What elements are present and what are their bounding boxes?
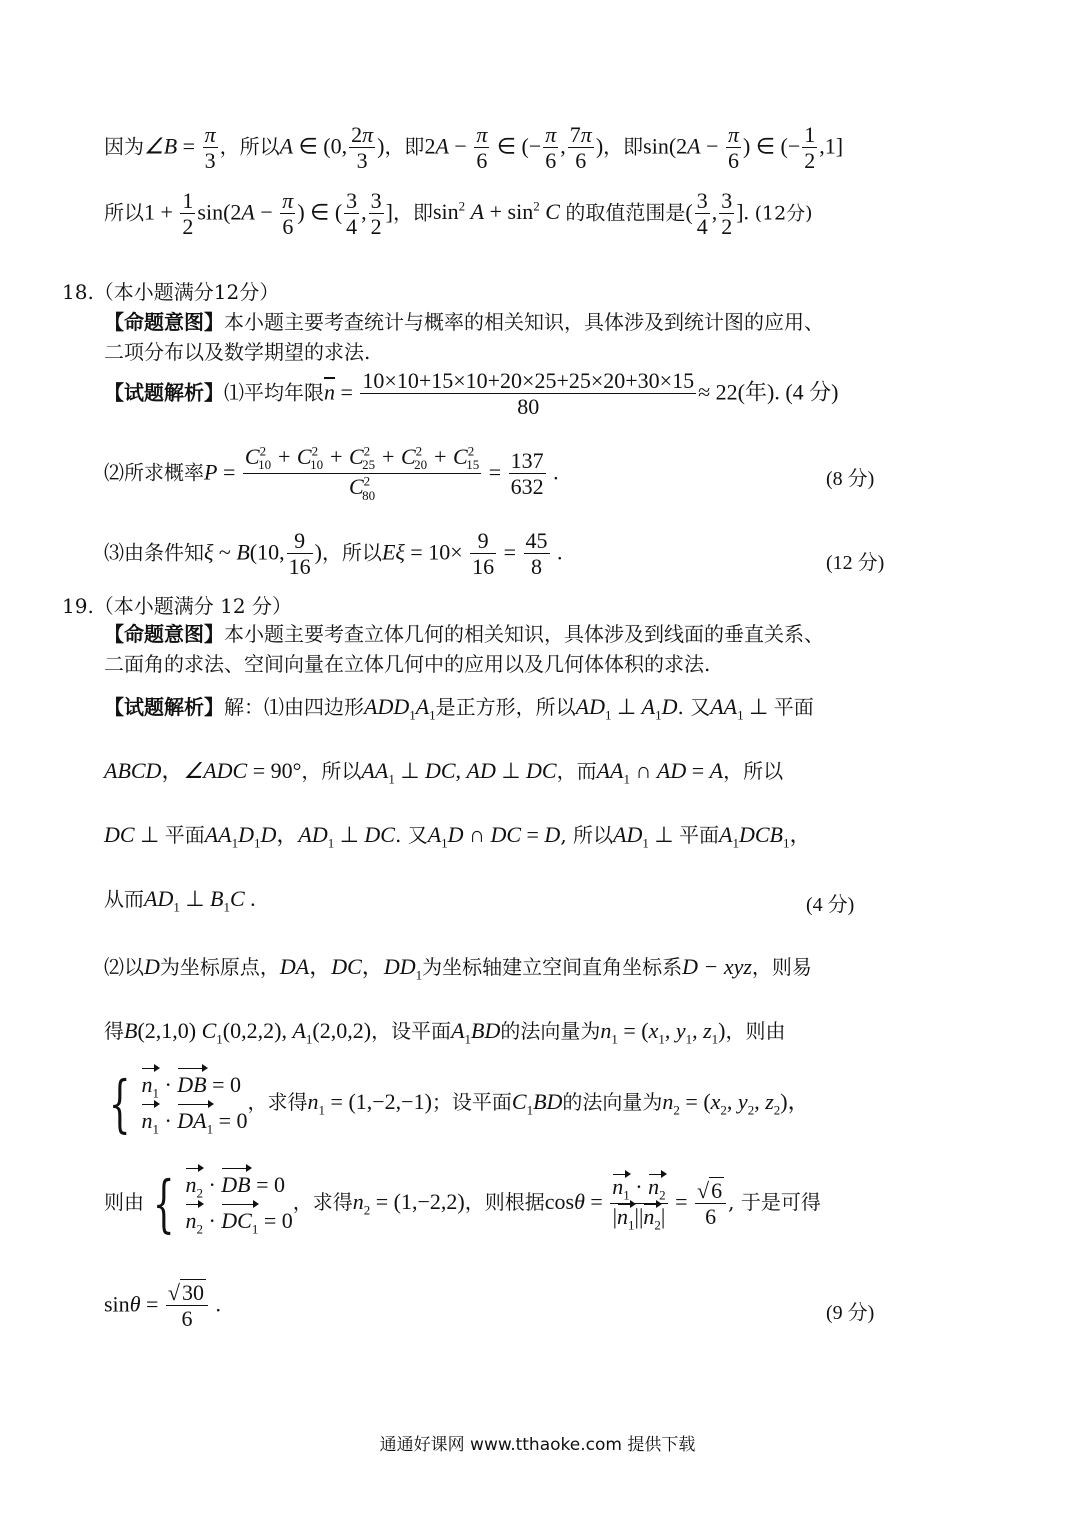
text: ⑵所求概率 xyxy=(104,460,204,485)
q18-intent xyxy=(104,310,824,334)
text: , 所以 xyxy=(560,823,614,847)
text: 的取值范围是 xyxy=(565,200,686,225)
q18-intent-2: 二项分布以及数学期望的求法. xyxy=(104,340,371,364)
text: ，即 xyxy=(392,200,433,225)
text: . 又 xyxy=(394,823,428,847)
text: 因为 xyxy=(104,134,144,159)
solution-line-1: 因为∠B = $\frac{\pi}{3}$ ，所以A ∈ (0, $\frac{2\pi}{3}$ )，即2A − $\frac{\pi}{6}$ ∈ (− $\frac{\pi}{6}$ , $\frac{7\pi}{6}$ )，即sin(2A − $\frac{\pi}{6}$ ) ∈ (− $\frac{1}{2}$ ,1] xyxy=(104,122,844,174)
q19-line-8: 则由 { $n_2$ · DB = 0 $n_2 \cdot DC_1 = 0$ ，求得$n_2 = (1,-2,2)$，则根据cosθ = $\frac{n_1 \cdot n_2}{|n_1||n_2|}$ = $\frac{√6}{6}$ , 于是可得 xyxy=(104,1166,821,1240)
text: ，则由 xyxy=(725,1019,786,1043)
intent-text: 本小题主要考查统计与概率的相关知识，具体涉及到统计图的应用、 xyxy=(224,310,824,334)
q19-line-6: 得B(2,1,0) $C_1(0,2,2)$, $A_1(2,0,2)$，设平面$A_1BD$的法向量为$n_1 = (x_1$, $y_1$, $z_1$)，则由 xyxy=(104,1018,786,1047)
q19-line-7: { $n_1$ · DB = 0 $n_1 \cdot DA_1 = 0$ ，求得$n_1 = (1,-2,-1)$；设平面$C_1BD$的法向量为$n_2 = (x_2$, $y_2$, $z_2$)， xyxy=(108,1066,810,1140)
text: 所以 xyxy=(104,200,144,225)
text: ，而 xyxy=(556,759,597,783)
text: , 于是可得 xyxy=(728,1190,821,1215)
q19-line-3: DC ⊥ 平面$AA_1D_1D$，$AD_1$ ⊥ DC. 又$A_1D$ ∩ DC = D, 所以$AD_1$ ⊥ 平面$A_1DCB_1$， xyxy=(104,822,812,851)
analysis-label: 【试题解析】 xyxy=(104,380,224,405)
text: 的法向量为 xyxy=(562,1090,663,1115)
text: 为坐标轴建立空间直角坐标系 xyxy=(422,955,683,979)
text: ⑴平均年限 xyxy=(224,380,324,405)
q19-line-4-score: (4 分) xyxy=(806,894,855,916)
text: ，求得 xyxy=(292,1190,353,1215)
text: ，所以 xyxy=(301,759,362,783)
q18-heading: 18.（本小题满分12分） xyxy=(62,280,280,304)
q19-line-1: 【试题解析】解：⑴由四边形$ADD_1A_1$是正方形，所以$AD_1$ ⊥ $A_1D$. 又$AA_1$ ⊥ 平面 xyxy=(104,694,814,723)
q19-line-4: 从而$AD_1$ ⊥ $B_1C$ . xyxy=(104,886,256,915)
q18-part2-score: (8 分) xyxy=(826,468,875,490)
text: ，即 xyxy=(603,134,644,159)
text: 从而 xyxy=(104,887,144,911)
text: ⑶由条件知 xyxy=(104,540,204,565)
intent-text: 本小题主要考查立体几何的相关知识，具体涉及到线面的垂直关系、 xyxy=(224,622,824,646)
text: ，所以 xyxy=(321,540,382,565)
fraction-denominator: 80 xyxy=(517,394,540,420)
text: 平面 xyxy=(164,823,205,847)
text: 得 xyxy=(104,1019,124,1043)
score: . (4 分) xyxy=(774,379,839,405)
intent-label: 【命题意图】 xyxy=(104,622,224,646)
text: 平面 xyxy=(679,823,720,847)
result: ≈ 22(年) xyxy=(698,379,775,405)
q19-line-2: ABCD，∠ADC = 90°，所以$AA_1$ ⊥ DC, AD ⊥ DC，而$AA_1$ ∩ AD = A，所以 xyxy=(104,758,784,787)
text: 是正方形，所以 xyxy=(435,695,576,719)
q18-part3-score: (12 分) xyxy=(826,552,885,574)
q19-line-9-score: (9 分) xyxy=(826,1302,875,1324)
analysis-label: 【试题解析】 xyxy=(104,695,224,719)
text: 为坐标原点， xyxy=(159,955,280,979)
text: ；设平面 xyxy=(431,1090,512,1115)
text: ，则根据 xyxy=(464,1190,545,1215)
text: ，求得 xyxy=(247,1090,308,1115)
q19-line-9: sinθ = $\frac{√30}{6}$ . xyxy=(104,1280,221,1332)
text: . 又 xyxy=(677,695,711,719)
q19-intent xyxy=(104,622,824,646)
fraction-numerator: 10×10+15×10+20×25+25×20+30×15 xyxy=(362,368,695,393)
q19-line-5: ⑵以D为坐标原点，DA，DC，$DD_1$为坐标轴建立空间直角坐标系D − xyz，则易 xyxy=(104,954,812,983)
solution-line-2: 所以1 + $\frac{1}{2}$ sin(2A − $\frac{\pi}{6}$ ) ∈ ( $\frac{3}{4}$ , $\frac{3}{2}$ ]，即$\sin^2 A + \sin^2 C$ 的取值范围是( $\frac{3}{4}$ , $\frac{3}{2}$ ]. (12分) xyxy=(104,188,813,240)
q19-intent-2: 二面角的求法、空间向量在立体几何中的应用以及几何体体积的求法. xyxy=(104,652,711,676)
q18-part3: ⑶由条件知ξ ~ B(10, $\frac{9}{16}$ )，所以Eξ = 10× $\frac{9}{16}$ = $\frac{45}{8}$ . xyxy=(104,528,563,580)
page-footer: 通通好课网 www.tthaoke.com 提供下载 xyxy=(379,1435,696,1455)
text: ，则易 xyxy=(751,955,812,979)
intent-label: 【命题意图】 xyxy=(104,310,224,334)
q18-part1: 【试题解析】⑴平均年限$\overline{n}$ = $\frac{10\times 10+15\times 10+20\times 25+25\times 20+30\times 15}{80}$ ≈ 22(年). (4 分) xyxy=(104,368,839,420)
text: ⑵以 xyxy=(104,955,144,979)
text: 的法向量为 xyxy=(500,1019,601,1043)
score: (12分) xyxy=(754,202,813,225)
q19-heading: 19.（本小题满分 12 分） xyxy=(62,594,292,618)
text: ，所以 xyxy=(723,759,784,783)
text: ，设平面 xyxy=(371,1019,452,1043)
text: 解：⑴由四边形 xyxy=(224,695,364,719)
q18-part2: ⑵所求概率P = $\frac{C^2_{10} + C^2_{10} + C^2_{25} + C^2_{20} + C^2_{15}}{C^2_{80}}$ = $\frac{137}{632}$ . xyxy=(104,443,559,503)
text: ，即 xyxy=(384,134,425,159)
text: 平面 xyxy=(773,695,814,719)
text: 则由 xyxy=(104,1190,144,1215)
text: ，所以 xyxy=(219,134,280,159)
